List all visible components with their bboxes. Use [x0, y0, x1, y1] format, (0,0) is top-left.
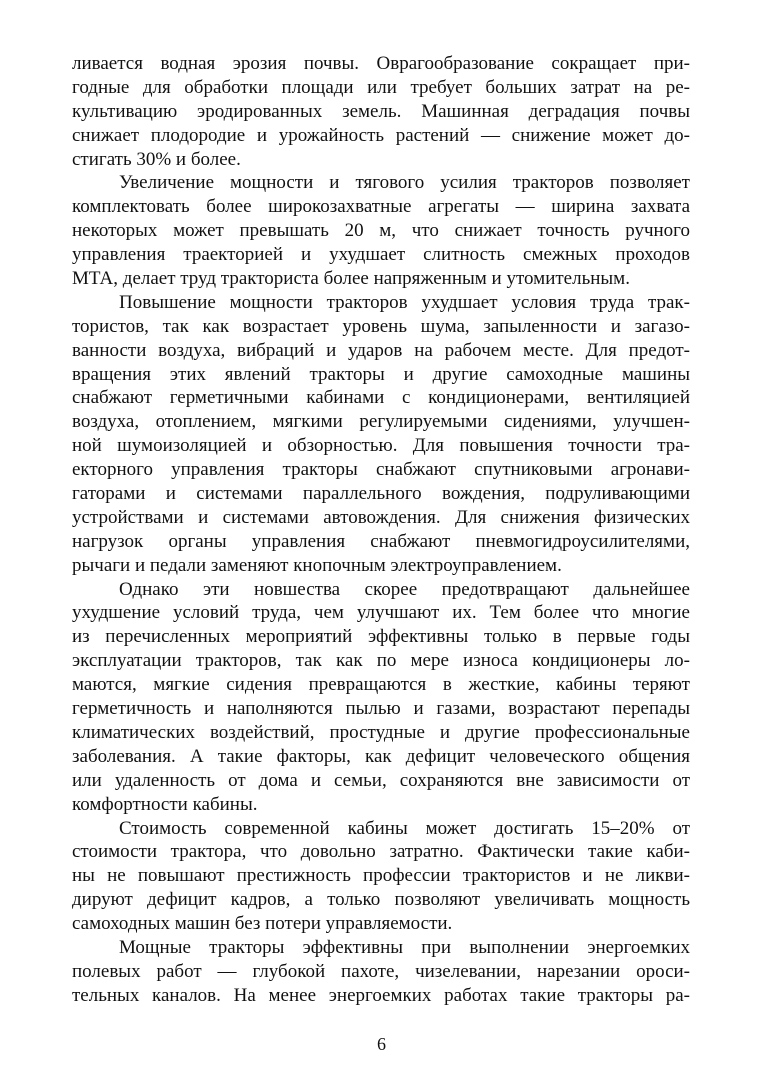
text-line: Повышение мощности тракторов ухудшает условия труда трак- — [119, 291, 690, 313]
text-line: тельных каналов. На менее энергоемких работах такие тракторы ра- — [72, 984, 690, 1006]
text-line: или удаленность от дома и семьи, сохраняются вне зависимости от — [72, 769, 690, 791]
text-line: вращения этих явлений тракторы и другие самоходные машины — [72, 363, 690, 385]
text-line: ухудшение условий труда, чем улучшают их. Тем более что многие — [72, 602, 690, 624]
text-line: некоторых может превышать 20 м, что снижает точность ручного — [72, 220, 690, 242]
text-line: климатических воздействий, простудные и другие профессиональные — [72, 721, 690, 743]
text-line: ны не повышают престижность профессии трактористов и не ликви- — [72, 865, 690, 887]
text-line: полевых работ — глубокой пахоте, чизелевании, нарезании ороси- — [72, 960, 690, 982]
text-line: стигать 30% и более. — [72, 148, 241, 170]
text-line: рычаги и педали заменяют кнопочным электроуправлением. — [72, 554, 562, 576]
text-line: МТА, делает труд тракториста более напряженным и утомительным. — [72, 268, 630, 290]
paragraph — [72, 52, 690, 171]
text-line: тористов, так как возрастает уровень шума, запыленности и загазо- — [72, 315, 690, 337]
text-line: Стоимость современной кабины может достигать 15–20% от — [119, 817, 690, 839]
text-line: устройствами и системами автовождения. Для снижения физических — [72, 506, 690, 528]
paragraph — [72, 817, 690, 936]
text-line: Мощные тракторы эффективны при выполнении энергоемких — [119, 936, 690, 958]
text-line: снабжают герметичными кабинами с кондиционерами, вентиляцией — [72, 387, 690, 409]
text-line: культивацию эродированных земель. Машинная деградация почвы — [72, 100, 690, 122]
text-line: маются, мягкие сидения превращаются в жесткие, кабины теряют — [72, 674, 690, 696]
text-line: ванности воздуха, вибраций и ударов на рабочем месте. Для предот- — [72, 339, 690, 361]
page-number: 6 — [377, 1034, 386, 1054]
text-line: стоимости трактора, что довольно затратно. Фактически такие каби- — [72, 841, 690, 863]
text-line: из перечисленных мероприятий эффективны только в первые годы — [72, 626, 690, 648]
text-line: екторного управления тракторы снабжают спутниковыми агронави- — [72, 459, 690, 481]
text-line: Однако эти новшества скорее предотвращают дальнейшее — [119, 578, 690, 600]
paragraph — [72, 936, 690, 1008]
text-line: управления траекторией и ухудшает слитность смежных проходов — [72, 244, 690, 266]
text-line: ливается водная эрозия почвы. Оврагообразование сокращает при- — [72, 53, 690, 74]
text-line: Увеличение мощности и тягового усилия тракторов позволяет — [119, 172, 690, 194]
paragraph — [72, 171, 690, 290]
paragraph — [72, 578, 690, 817]
text-line: заболевания. А такие факторы, как дефицит человеческого общения — [72, 745, 690, 767]
page-body — [72, 52, 690, 1008]
text-line: эксплуатации тракторов, так как по мере износа кондиционеры ло- — [72, 650, 690, 672]
text-line: комплектовать более широкозахватные агрегаты — ширина захвата — [72, 196, 690, 218]
text-line: снижает плодородие и урожайность растений — снижение может до- — [72, 124, 690, 146]
text-line: ной шумоизоляцией и обзорностью. Для повышения точности тра- — [72, 435, 690, 457]
text-line: нагрузок органы управления снабжают пневмогидроусилителями, — [72, 530, 690, 552]
text-line: воздуха, отоплением, мягкими регулируемыми сидениями, улучшен- — [72, 411, 690, 433]
text-line: комфортности кабины. — [72, 793, 258, 815]
text-line: годные для обработки площади или требует больших затрат на ре- — [72, 76, 690, 98]
text-line: гаторами и системами параллельного вождения, подруливающими — [72, 483, 690, 505]
paragraph — [72, 291, 690, 578]
text-line: дируют дефицит кадров, а только позволяют увеличивать мощность — [72, 889, 690, 911]
text-line: герметичность и наполняются пылью и газами, возрастают перепады — [72, 698, 690, 720]
text-line: самоходных машин без потери управляемости. — [72, 913, 453, 935]
